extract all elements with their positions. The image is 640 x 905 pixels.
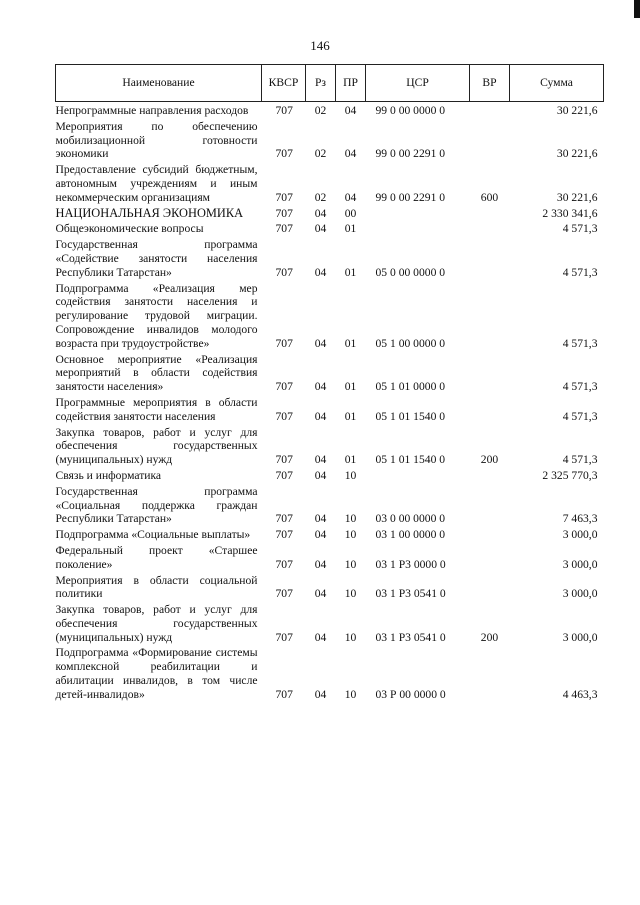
cell-pr: 00 [344,206,357,220]
cell-vr: 200 [480,630,499,644]
cell-csr [366,467,470,483]
cell-kvsr: 707 [275,222,293,236]
cell-pr: 01 [344,336,357,350]
cell-name: Мероприятия в области социальной политики [55,573,258,601]
cell-vr [470,572,510,602]
cell-csr: 03 0 00 0000 0 [375,512,446,526]
cell-csr: 99 0 00 2291 0 [375,190,446,204]
cell-sum: 2 325 770,3 [542,468,598,482]
cell-rz: 04 [314,468,327,482]
cell-name: Закупка товаров, работ и услуг для обеспечения государственных (муниципальных) нужд [55,603,258,644]
cell-name: Подпрограмма «Социальные выплаты» [55,528,251,542]
cell-sum: 7 463,3 [562,512,598,526]
cell-kvsr: 707 [275,104,293,117]
cell-rz: 04 [314,587,327,601]
cell-kvsr: 707 [275,336,293,350]
cell-name: Подпрограмма «Формирование системы комплексной реабилитации и абилитации инвалидов, в том числе детей-инвалидов» [55,646,258,701]
cell-pr: 10 [344,587,357,601]
cell-csr: 03 1 P3 0541 0 [375,630,446,644]
header-pr: ПР [336,65,366,102]
cell-kvsr: 707 [275,630,293,644]
cell-rz: 04 [314,409,327,423]
cell-rz: 04 [314,265,327,279]
cell-pr: 10 [344,630,357,644]
cell-rz: 02 [314,147,327,161]
cell-sum: 4 571,3 [562,409,598,423]
cell-kvsr: 707 [275,380,293,394]
cell-csr: 03 1 00 0000 0 [375,528,446,542]
cell-pr: 01 [344,265,357,279]
cell-csr: 05 1 00 0000 0 [375,336,446,350]
cell-rz: 02 [314,190,327,204]
cell-vr [470,394,510,424]
table-row [56,424,604,467]
cell-name: Программные мероприятия в области содействия занятости населения [55,395,258,423]
cell-rz: 04 [314,512,327,526]
cell-csr: 03 1 P3 0541 0 [375,587,446,601]
cell-vr [470,351,510,394]
cell-sum: 4 571,3 [562,453,598,467]
table-row [56,572,604,602]
header-kvsr: КВСР [262,65,306,102]
table-row [56,601,604,644]
cell-csr: 03 1 P3 0000 0 [375,557,446,571]
cell-rz: 04 [314,687,327,701]
cell-sum: 3 000,0 [562,587,598,601]
cell-kvsr: 707 [275,587,293,601]
cell-vr [470,220,510,236]
cell-pr: 01 [344,453,357,467]
cell-pr: 10 [344,468,357,482]
header-sum: Сумма [510,65,604,102]
cell-name: Мероприятия по обеспечению мобилизационной готовности экономики [55,119,258,161]
cell-vr [470,205,510,221]
table-row [56,526,604,542]
cell-name: Предоставление субсидий бюджетным, автономным учреждениям и иным некоммерческим организациям [55,163,258,204]
table-header-row [56,65,604,102]
header-rz: Рз [306,65,336,102]
table-row [56,280,604,351]
cell-csr: 05 1 01 1540 0 [375,409,446,423]
cell-pr: 01 [344,222,357,236]
cell-sum: 30 221,6 [556,190,598,204]
table-row [56,220,604,236]
cell-kvsr: 707 [275,453,293,467]
cell-name: Государственная программа «Содействие занятости населения Республики Татарстан» [55,238,258,279]
table-row [56,236,604,279]
cell-sum: 3 000,0 [562,557,598,571]
table-row [56,102,604,118]
cell-sum: 4 571,3 [562,222,598,236]
cell-rz: 04 [314,380,327,394]
cell-vr [470,483,510,526]
budget-table [55,64,604,702]
cell-vr [470,542,510,572]
cell-csr [366,220,470,236]
cell-rz: 04 [314,528,327,542]
cell-rz: 04 [314,453,327,467]
cell-kvsr: 707 [275,557,293,571]
cell-vr [470,118,510,161]
cell-vr: 600 [480,190,499,204]
table-row [56,205,604,221]
cell-rz: 02 [314,104,327,117]
cell-kvsr: 707 [275,409,293,423]
cell-sum: 4 463,3 [562,687,598,701]
cell-csr: 05 1 01 1540 0 [375,453,446,467]
cell-vr [470,236,510,279]
cell-vr [470,526,510,542]
cell-kvsr: 707 [275,468,293,482]
cell-kvsr: 707 [275,528,293,542]
cell-csr [366,205,470,221]
cell-kvsr: 707 [275,687,293,701]
cell-kvsr: 707 [275,512,293,526]
cell-vr [470,467,510,483]
cell-csr: 99 0 00 2291 0 [375,147,446,161]
table-body [56,102,604,702]
cell-sum: 2 330 341,6 [542,206,598,220]
cell-name: НАЦИОНАЛЬНАЯ ЭКОНОМИКА [55,205,244,220]
cell-rz: 04 [314,630,327,644]
cell-rz: 04 [314,336,327,350]
cell-sum: 3 000,0 [562,630,598,644]
cell-sum: 4 571,3 [562,380,598,394]
cell-pr: 04 [344,190,357,204]
cell-sum: 3 000,0 [562,528,598,542]
cell-vr: 200 [480,453,499,467]
cell-vr [470,644,510,701]
cell-name: Основное мероприятие «Реализация мероприятий в области содействия занятости населения» [55,352,258,394]
table-row [56,542,604,572]
cell-rz: 04 [314,206,327,220]
cell-kvsr: 707 [275,265,293,279]
cell-kvsr: 707 [275,147,293,161]
cell-pr: 04 [344,147,357,161]
table-row [56,483,604,526]
cell-csr: 99 0 00 0000 0 [375,104,446,117]
cell-pr: 01 [344,380,357,394]
cell-csr: 03 Р 00 0000 0 [375,687,446,701]
table-row [56,467,604,483]
cell-sum: 4 571,3 [562,336,598,350]
table-row [56,118,604,161]
cell-rz: 04 [314,557,327,571]
cell-sum: 4 571,3 [562,265,598,279]
cell-sum: 30 221,6 [556,104,598,117]
cell-name: Непрограммные направления расходов [55,104,249,117]
page-number: 146 [310,38,330,53]
header-csr: ЦСР [366,65,470,102]
cell-name: Закупка товаров, работ и услуг для обеспечения государственных (муниципальных) нужд [55,425,258,467]
table-row [56,351,604,394]
cell-kvsr: 707 [275,190,293,204]
cell-sum: 30 221,6 [556,147,598,161]
cell-pr: 10 [344,512,357,526]
table-row [56,394,604,424]
header-name: Наименование [56,65,262,102]
page-corner-mark [634,0,640,18]
cell-rz: 04 [314,222,327,236]
cell-name: Государственная программа «Социальная поддержка граждан Республики Татарстан» [55,484,258,526]
cell-name: Связь и информатика [55,468,162,482]
cell-name: Федеральный проект «Старшее поколение» [55,543,258,571]
cell-csr: 05 0 00 0000 0 [375,265,446,279]
cell-vr [470,102,510,118]
table-row [56,644,604,701]
cell-pr: 10 [344,528,357,542]
cell-name: Подпрограмма «Реализация мер содействия занятости населения и регулирование трудовой миграции. Сопровождение инвалидов молодого возраста при трудоустройстве» [55,281,258,350]
table-row [56,161,604,204]
cell-kvsr: 707 [275,206,293,220]
cell-pr: 10 [344,557,357,571]
cell-pr: 04 [344,104,357,117]
cell-vr [470,280,510,351]
cell-name: Общеэкономические вопросы [55,222,204,236]
header-vr: ВР [470,65,510,102]
cell-csr: 05 1 01 0000 0 [375,380,446,394]
cell-pr: 10 [344,687,357,701]
cell-pr: 01 [344,409,357,423]
